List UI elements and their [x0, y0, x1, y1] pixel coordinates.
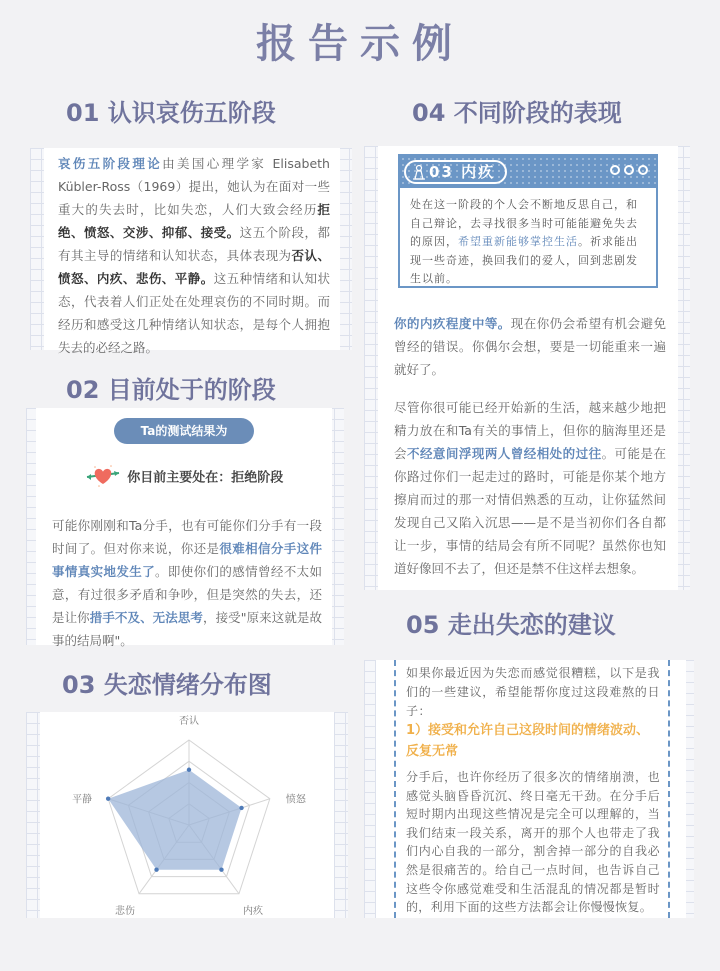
theory-term: 哀伤五阶段理论: [58, 156, 163, 171]
section-heading-01: 01 认识哀伤五阶段: [66, 99, 276, 127]
stage-box-header: [400, 156, 656, 188]
theory-middle: 这五个阶段，都有其主导的情绪和认知状态，具体表现为: [58, 225, 330, 263]
guilt-level: 你的内疚程度中等。: [394, 316, 511, 331]
radar-data-point: [106, 797, 110, 801]
advice-tip-text: 分手后，也许你经历了很多次的情绪崩溃，也感觉头脑昏昏沉沉、终日毫无干劲。在分手后短时期内出现这些情况是完全可以理解的，当我们结束一段关系，离开的那个人也带走了我们内心自我的一部分，割舍掉一部分的自我必然是很痛苦的。给自己一点时间，也告诉自己这些令你感觉难受和生活混乱的情况都是暂时的，利用下面的这些方法都会让你慢慢恢复。: [406, 770, 660, 915]
theory-intro: 由美国心理学家 Elisabeth Kübler-Ross（1969）提出，她认为在面对一些重大的失去时，比如失恋，人们大致会经历: [58, 156, 330, 217]
stage-label: 03 内疚: [429, 163, 496, 181]
section-heading-04: 04 不同阶段的表现: [412, 99, 622, 127]
stage-box-text: [410, 196, 646, 289]
desc-part-1: 可能你刚刚和Ta分手，也有可能你们分手有一段时间了。但对你来说，你还是: [52, 518, 322, 556]
section-heading-05: 05 走出失恋的建议: [406, 611, 616, 639]
heart-arrow-icon: [85, 464, 121, 492]
memory-highlight: 不经意间浮现两人曾经相处的过往: [406, 446, 602, 461]
result-text: 你目前主要处在：拒绝阶段: [127, 470, 284, 486]
stage-description: [52, 514, 322, 652]
page-title: 报告示例: [256, 21, 464, 67]
dashed-border-right: [668, 660, 670, 918]
radar-data-point: [239, 806, 243, 810]
figure-icon: [412, 164, 426, 180]
advice-intro: 如果你最近因为失恋而感觉很糟糕，以下是我们的一些建议，希望能帮你度过这段难熬的日子：: [406, 666, 660, 718]
radar-axis-label: 平静: [72, 794, 93, 806]
memory-text-1: 尽管你很可能已经开始新的生活，越来越少地把精力放在和Ta有关的事情上，但你的脑海里还是会: [394, 400, 666, 461]
radar-data-point: [219, 867, 223, 871]
stage-box-guilt: [398, 154, 658, 288]
test-result-pill: Ta的测试结果为: [114, 418, 254, 444]
theory-paragraph: [58, 152, 330, 359]
section-heading-03: 03 失恋情绪分布图: [62, 671, 272, 699]
desc-highlight-2: 措手不及、无法思考: [89, 610, 203, 625]
dashed-border-left: [394, 660, 396, 918]
stage-text-highlight: 希望重新能够掌控生活: [458, 235, 578, 248]
theory-ending: 这五种情绪和认知状态，代表着人们正处在处理哀伤的不同时期。而经历和感受这几种情绪认知状态，是每个人拥抱失去的必经之路。: [58, 271, 330, 355]
result-line: [36, 464, 332, 492]
advice-tip-title: 1）接受和允许自己这段时间的情绪波动、反复无常: [406, 723, 650, 759]
circle-icon: [624, 165, 634, 175]
radar-axis-label: 悲伤: [115, 905, 136, 917]
memory-paragraph: [394, 396, 666, 580]
card-stage-detail: [364, 146, 690, 590]
stages-list: 拒绝、愤怒、交涉、抑郁、接受。: [58, 202, 330, 240]
radar-axis-label: 内疚: [242, 905, 263, 917]
desc-part-2: 。即使你们的感情曾经不太如意，有过很多矛盾和争吵，但是突然的失去，还是让你: [52, 564, 322, 625]
card-radar-chart: [26, 712, 348, 918]
radar-data-point: [154, 867, 158, 871]
stage-text-2: 。祈求能出现一些奇迹，换回我们的爱人，回到悲剧发生以前。: [410, 235, 638, 285]
section-heading-02: 02 目前处于的阶段: [66, 376, 276, 404]
radar-chart: [40, 712, 334, 918]
decor-dots: [610, 165, 648, 175]
card-stage-theory: [30, 148, 352, 355]
guilt-level-text: 现在你仍会希望有机会避免曾经的错误。你偶尔会想，要是一切能重来一遍就好了。: [394, 316, 666, 377]
desc-part-3: ，接受"原来这就是故事的结局啊"。: [52, 610, 322, 648]
card-advice: [364, 660, 694, 918]
stage-pill: [404, 160, 507, 184]
circle-icon: [610, 165, 620, 175]
radar-axis-label: 愤怒: [285, 794, 306, 806]
memory-text-2: 。可能是在你路过你们一起走过的路时，可能是你某个地方擦肩而过的那一对情侣熟悉的互动，让你猛然间发现自己又陷入沉思——是不是当初你们各自都让一步，事情的结局会有所不同呢？虽然你也知道好像回不去了，但还是禁不住这样去想象。: [394, 446, 666, 576]
guilt-level-paragraph: [394, 312, 666, 381]
emotions-list: 否认、愤怒、内疚、悲伤、平静。: [58, 248, 330, 286]
circle-icon: [638, 165, 648, 175]
radar-data-point: [187, 768, 191, 772]
card-current-stage: [26, 408, 344, 648]
desc-highlight-1: 很难相信分手这件事情真实地发生了: [52, 541, 322, 579]
stage-text-1: 处在这一阶段的个人会不断地反思自己，和自己辩论，去寻找很多当时可能能避免失去的原因，: [410, 198, 638, 248]
radar-axis-label: 否认: [179, 716, 199, 727]
